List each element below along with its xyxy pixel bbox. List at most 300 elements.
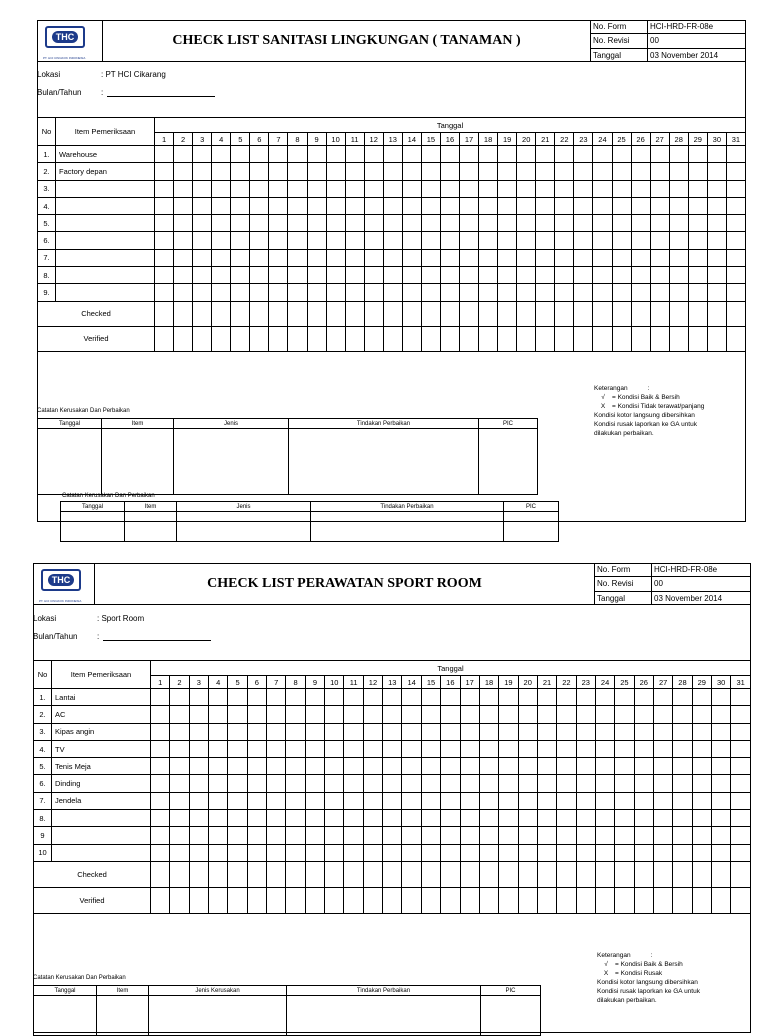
sign-cell[interactable] [325,861,344,887]
check-cell[interactable] [305,810,324,827]
check-cell[interactable] [595,844,614,861]
check-cell[interactable] [151,706,170,723]
check-cell[interactable] [441,706,460,723]
sign-cell[interactable] [731,861,751,887]
check-cell[interactable] [634,792,653,809]
check-cell[interactable] [383,810,402,827]
check-cell[interactable] [286,844,305,861]
check-cell[interactable] [557,706,576,723]
check-cell[interactable] [673,844,692,861]
check-cell[interactable] [557,792,576,809]
check-cell[interactable] [615,792,634,809]
check-cell[interactable] [711,775,730,792]
sign-cell[interactable] [209,887,228,913]
sign-cell[interactable] [537,861,556,887]
sign-cell[interactable] [576,887,595,913]
check-cell[interactable] [479,844,498,861]
check-cell[interactable] [228,706,247,723]
check-cell[interactable] [576,723,595,740]
check-cell[interactable] [209,810,228,827]
check-cell[interactable] [692,689,711,706]
check-cell[interactable] [286,723,305,740]
check-cell[interactable] [286,827,305,844]
check-cell[interactable] [151,723,170,740]
check-cell[interactable] [363,792,382,809]
check-cell[interactable] [441,775,460,792]
check-cell[interactable] [557,810,576,827]
check-cell[interactable] [692,706,711,723]
check-cell[interactable] [170,758,189,775]
check-cell[interactable] [634,844,653,861]
check-cell[interactable] [634,740,653,757]
check-cell[interactable] [460,740,479,757]
check-cell[interactable] [363,723,382,740]
sign-cell[interactable] [209,861,228,887]
check-cell[interactable] [441,810,460,827]
check-cell[interactable] [615,723,634,740]
sign-cell[interactable] [344,861,363,887]
sign-cell[interactable] [634,887,653,913]
sign-cell[interactable] [170,887,189,913]
check-cell[interactable] [615,810,634,827]
check-cell[interactable] [692,827,711,844]
check-cell[interactable] [499,844,518,861]
sign-cell[interactable] [247,861,266,887]
check-cell[interactable] [209,792,228,809]
check-cell[interactable] [576,758,595,775]
check-cell[interactable] [170,827,189,844]
check-cell[interactable] [170,810,189,827]
check-cell[interactable] [518,689,537,706]
check-cell[interactable] [557,827,576,844]
sign-cell[interactable] [673,887,692,913]
sign-cell[interactable] [402,861,421,887]
check-cell[interactable] [363,740,382,757]
check-cell[interactable] [344,844,363,861]
sign-cell[interactable] [305,887,324,913]
check-cell[interactable] [518,844,537,861]
check-cell[interactable] [731,689,751,706]
check-cell[interactable] [189,810,208,827]
check-cell[interactable] [363,810,382,827]
check-cell[interactable] [170,706,189,723]
check-cell[interactable] [537,810,556,827]
check-cell[interactable] [189,775,208,792]
check-cell[interactable] [595,740,614,757]
check-cell[interactable] [576,775,595,792]
check-cell[interactable] [421,792,440,809]
check-cell[interactable] [170,740,189,757]
check-cell[interactable] [421,827,440,844]
check-cell[interactable] [499,758,518,775]
check-cell[interactable] [383,792,402,809]
check-cell[interactable] [151,689,170,706]
check-cell[interactable] [363,706,382,723]
check-cell[interactable] [460,758,479,775]
check-cell[interactable] [537,706,556,723]
check-cell[interactable] [209,844,228,861]
check-cell[interactable] [518,775,537,792]
check-cell[interactable] [595,775,614,792]
check-cell[interactable] [460,844,479,861]
sign-cell[interactable] [267,887,286,913]
check-cell[interactable] [673,689,692,706]
check-cell[interactable] [228,689,247,706]
check-cell[interactable] [653,758,672,775]
check-cell[interactable] [731,723,751,740]
check-cell[interactable] [460,775,479,792]
check-cell[interactable] [363,775,382,792]
check-cell[interactable] [402,810,421,827]
check-cell[interactable] [209,758,228,775]
check-cell[interactable] [692,758,711,775]
check-cell[interactable] [537,827,556,844]
check-cell[interactable] [479,827,498,844]
check-cell[interactable] [209,723,228,740]
check-cell[interactable] [537,758,556,775]
check-cell[interactable] [247,792,266,809]
repair-cell[interactable] [481,996,541,1036]
check-cell[interactable] [711,758,730,775]
check-cell[interactable] [711,844,730,861]
check-cell[interactable] [228,775,247,792]
check-cell[interactable] [653,844,672,861]
sign-cell[interactable] [731,887,751,913]
check-cell[interactable] [615,844,634,861]
check-cell[interactable] [228,758,247,775]
check-cell[interactable] [731,827,751,844]
sign-cell[interactable] [344,887,363,913]
check-cell[interactable] [267,689,286,706]
check-cell[interactable] [557,689,576,706]
check-cell[interactable] [479,758,498,775]
check-cell[interactable] [557,775,576,792]
check-cell[interactable] [170,844,189,861]
sign-cell[interactable] [325,887,344,913]
check-cell[interactable] [228,792,247,809]
check-cell[interactable] [537,740,556,757]
check-cell[interactable] [460,706,479,723]
check-cell[interactable] [576,740,595,757]
sign-cell[interactable] [692,861,711,887]
check-cell[interactable] [344,827,363,844]
check-cell[interactable] [421,758,440,775]
check-cell[interactable] [518,792,537,809]
check-cell[interactable] [286,792,305,809]
sign-cell[interactable] [460,861,479,887]
check-cell[interactable] [402,689,421,706]
check-cell[interactable] [267,810,286,827]
check-cell[interactable] [344,810,363,827]
check-cell[interactable] [325,775,344,792]
check-cell[interactable] [441,792,460,809]
check-cell[interactable] [189,827,208,844]
sign-cell[interactable] [383,861,402,887]
check-cell[interactable] [363,689,382,706]
check-cell[interactable] [151,810,170,827]
check-cell[interactable] [460,723,479,740]
sign-cell[interactable] [615,861,634,887]
check-cell[interactable] [692,844,711,861]
check-cell[interactable] [421,689,440,706]
sign-cell[interactable] [499,861,518,887]
check-cell[interactable] [305,844,324,861]
check-cell[interactable] [305,827,324,844]
check-cell[interactable] [228,827,247,844]
check-cell[interactable] [673,827,692,844]
check-cell[interactable] [189,706,208,723]
sign-cell[interactable] [286,887,305,913]
sign-cell[interactable] [615,887,634,913]
check-cell[interactable] [228,810,247,827]
sign-cell[interactable] [653,861,672,887]
check-cell[interactable] [344,775,363,792]
check-cell[interactable] [151,758,170,775]
check-cell[interactable] [151,844,170,861]
sign-cell[interactable] [286,861,305,887]
check-cell[interactable] [247,844,266,861]
check-cell[interactable] [692,740,711,757]
check-cell[interactable] [673,758,692,775]
check-cell[interactable] [518,758,537,775]
check-cell[interactable] [441,827,460,844]
check-cell[interactable] [170,792,189,809]
sign-cell[interactable] [711,887,730,913]
check-cell[interactable] [460,810,479,827]
check-cell[interactable] [421,775,440,792]
check-cell[interactable] [615,706,634,723]
check-cell[interactable] [383,689,402,706]
check-cell[interactable] [595,689,614,706]
check-cell[interactable] [711,723,730,740]
check-cell[interactable] [731,844,751,861]
sign-cell[interactable] [557,861,576,887]
repair-cell[interactable] [34,996,97,1036]
check-cell[interactable] [615,775,634,792]
check-cell[interactable] [595,723,614,740]
sign-cell[interactable] [228,887,247,913]
check-cell[interactable] [344,689,363,706]
check-cell[interactable] [441,740,460,757]
check-cell[interactable] [383,827,402,844]
check-cell[interactable] [711,827,730,844]
check-cell[interactable] [189,723,208,740]
check-cell[interactable] [247,758,266,775]
sign-cell[interactable] [634,861,653,887]
check-cell[interactable] [711,792,730,809]
check-cell[interactable] [286,740,305,757]
check-cell[interactable] [267,792,286,809]
check-cell[interactable] [653,706,672,723]
check-cell[interactable] [305,740,324,757]
sign-cell[interactable] [518,861,537,887]
check-cell[interactable] [247,706,266,723]
check-cell[interactable] [518,740,537,757]
check-cell[interactable] [499,723,518,740]
check-cell[interactable] [344,706,363,723]
check-cell[interactable] [711,810,730,827]
check-cell[interactable] [499,810,518,827]
check-cell[interactable] [228,740,247,757]
check-cell[interactable] [402,758,421,775]
check-cell[interactable] [286,706,305,723]
check-cell[interactable] [479,723,498,740]
check-cell[interactable] [305,723,324,740]
check-cell[interactable] [170,723,189,740]
check-cell[interactable] [267,758,286,775]
check-cell[interactable] [151,740,170,757]
check-cell[interactable] [286,758,305,775]
sign-cell[interactable] [673,861,692,887]
check-cell[interactable] [402,844,421,861]
check-cell[interactable] [460,792,479,809]
check-cell[interactable] [305,792,324,809]
check-cell[interactable] [460,827,479,844]
check-cell[interactable] [634,758,653,775]
sign-cell[interactable] [363,861,382,887]
check-cell[interactable] [653,827,672,844]
check-cell[interactable] [383,706,402,723]
check-cell[interactable] [325,758,344,775]
check-cell[interactable] [441,758,460,775]
check-cell[interactable] [499,689,518,706]
check-cell[interactable] [325,740,344,757]
check-cell[interactable] [692,723,711,740]
check-cell[interactable] [441,844,460,861]
sign-cell[interactable] [537,887,556,913]
check-cell[interactable] [421,723,440,740]
check-cell[interactable] [402,706,421,723]
sign-cell[interactable] [595,861,614,887]
sign-cell[interactable] [499,887,518,913]
check-cell[interactable] [421,844,440,861]
check-cell[interactable] [479,740,498,757]
sign-cell[interactable] [441,861,460,887]
check-cell[interactable] [711,689,730,706]
check-cell[interactable] [209,740,228,757]
check-cell[interactable] [402,740,421,757]
check-cell[interactable] [151,792,170,809]
check-cell[interactable] [383,723,402,740]
check-cell[interactable] [557,844,576,861]
check-cell[interactable] [518,810,537,827]
check-cell[interactable] [325,810,344,827]
check-cell[interactable] [151,775,170,792]
check-cell[interactable] [344,792,363,809]
check-cell[interactable] [673,723,692,740]
check-cell[interactable] [731,740,751,757]
check-cell[interactable] [363,758,382,775]
check-cell[interactable] [402,775,421,792]
check-cell[interactable] [286,689,305,706]
check-cell[interactable] [421,706,440,723]
check-cell[interactable] [421,810,440,827]
check-cell[interactable] [692,810,711,827]
check-cell[interactable] [189,689,208,706]
check-cell[interactable] [595,827,614,844]
check-cell[interactable] [499,827,518,844]
check-cell[interactable] [479,706,498,723]
check-cell[interactable] [673,706,692,723]
check-cell[interactable] [383,844,402,861]
check-cell[interactable] [731,706,751,723]
check-cell[interactable] [731,792,751,809]
check-cell[interactable] [595,758,614,775]
check-cell[interactable] [170,775,189,792]
sign-cell[interactable] [363,887,382,913]
check-cell[interactable] [518,827,537,844]
check-cell[interactable] [653,810,672,827]
check-cell[interactable] [576,810,595,827]
check-cell[interactable] [305,689,324,706]
check-cell[interactable] [673,740,692,757]
check-cell[interactable] [286,810,305,827]
check-cell[interactable] [189,844,208,861]
check-cell[interactable] [634,723,653,740]
check-cell[interactable] [673,810,692,827]
check-cell[interactable] [711,740,730,757]
check-cell[interactable] [479,810,498,827]
check-cell[interactable] [267,706,286,723]
repair-cell[interactable] [287,996,481,1036]
check-cell[interactable] [247,740,266,757]
check-cell[interactable] [634,827,653,844]
check-cell[interactable] [692,792,711,809]
sign-cell[interactable] [189,887,208,913]
check-cell[interactable] [537,689,556,706]
repair-cell[interactable] [97,996,149,1036]
check-cell[interactable] [402,723,421,740]
check-cell[interactable] [402,827,421,844]
sign-cell[interactable] [228,861,247,887]
sign-cell[interactable] [557,887,576,913]
check-cell[interactable] [537,775,556,792]
check-cell[interactable] [209,827,228,844]
check-cell[interactable] [460,689,479,706]
check-cell[interactable] [383,758,402,775]
check-cell[interactable] [247,775,266,792]
check-cell[interactable] [673,775,692,792]
check-cell[interactable] [731,775,751,792]
check-cell[interactable] [557,723,576,740]
check-cell[interactable] [189,792,208,809]
check-cell[interactable] [305,775,324,792]
check-cell[interactable] [576,844,595,861]
check-cell[interactable] [402,792,421,809]
check-cell[interactable] [441,689,460,706]
check-cell[interactable] [325,792,344,809]
check-cell[interactable] [383,775,402,792]
check-cell[interactable] [499,706,518,723]
check-cell[interactable] [247,723,266,740]
check-cell[interactable] [479,792,498,809]
check-cell[interactable] [267,775,286,792]
check-cell[interactable] [209,706,228,723]
check-cell[interactable] [653,740,672,757]
check-cell[interactable] [499,775,518,792]
check-cell[interactable] [499,792,518,809]
check-cell[interactable] [325,706,344,723]
check-cell[interactable] [189,740,208,757]
check-cell[interactable] [247,810,266,827]
sign-cell[interactable] [170,861,189,887]
check-cell[interactable] [479,775,498,792]
check-cell[interactable] [537,844,556,861]
check-cell[interactable] [576,689,595,706]
check-cell[interactable] [615,827,634,844]
check-cell[interactable] [305,758,324,775]
sign-cell[interactable] [595,887,614,913]
